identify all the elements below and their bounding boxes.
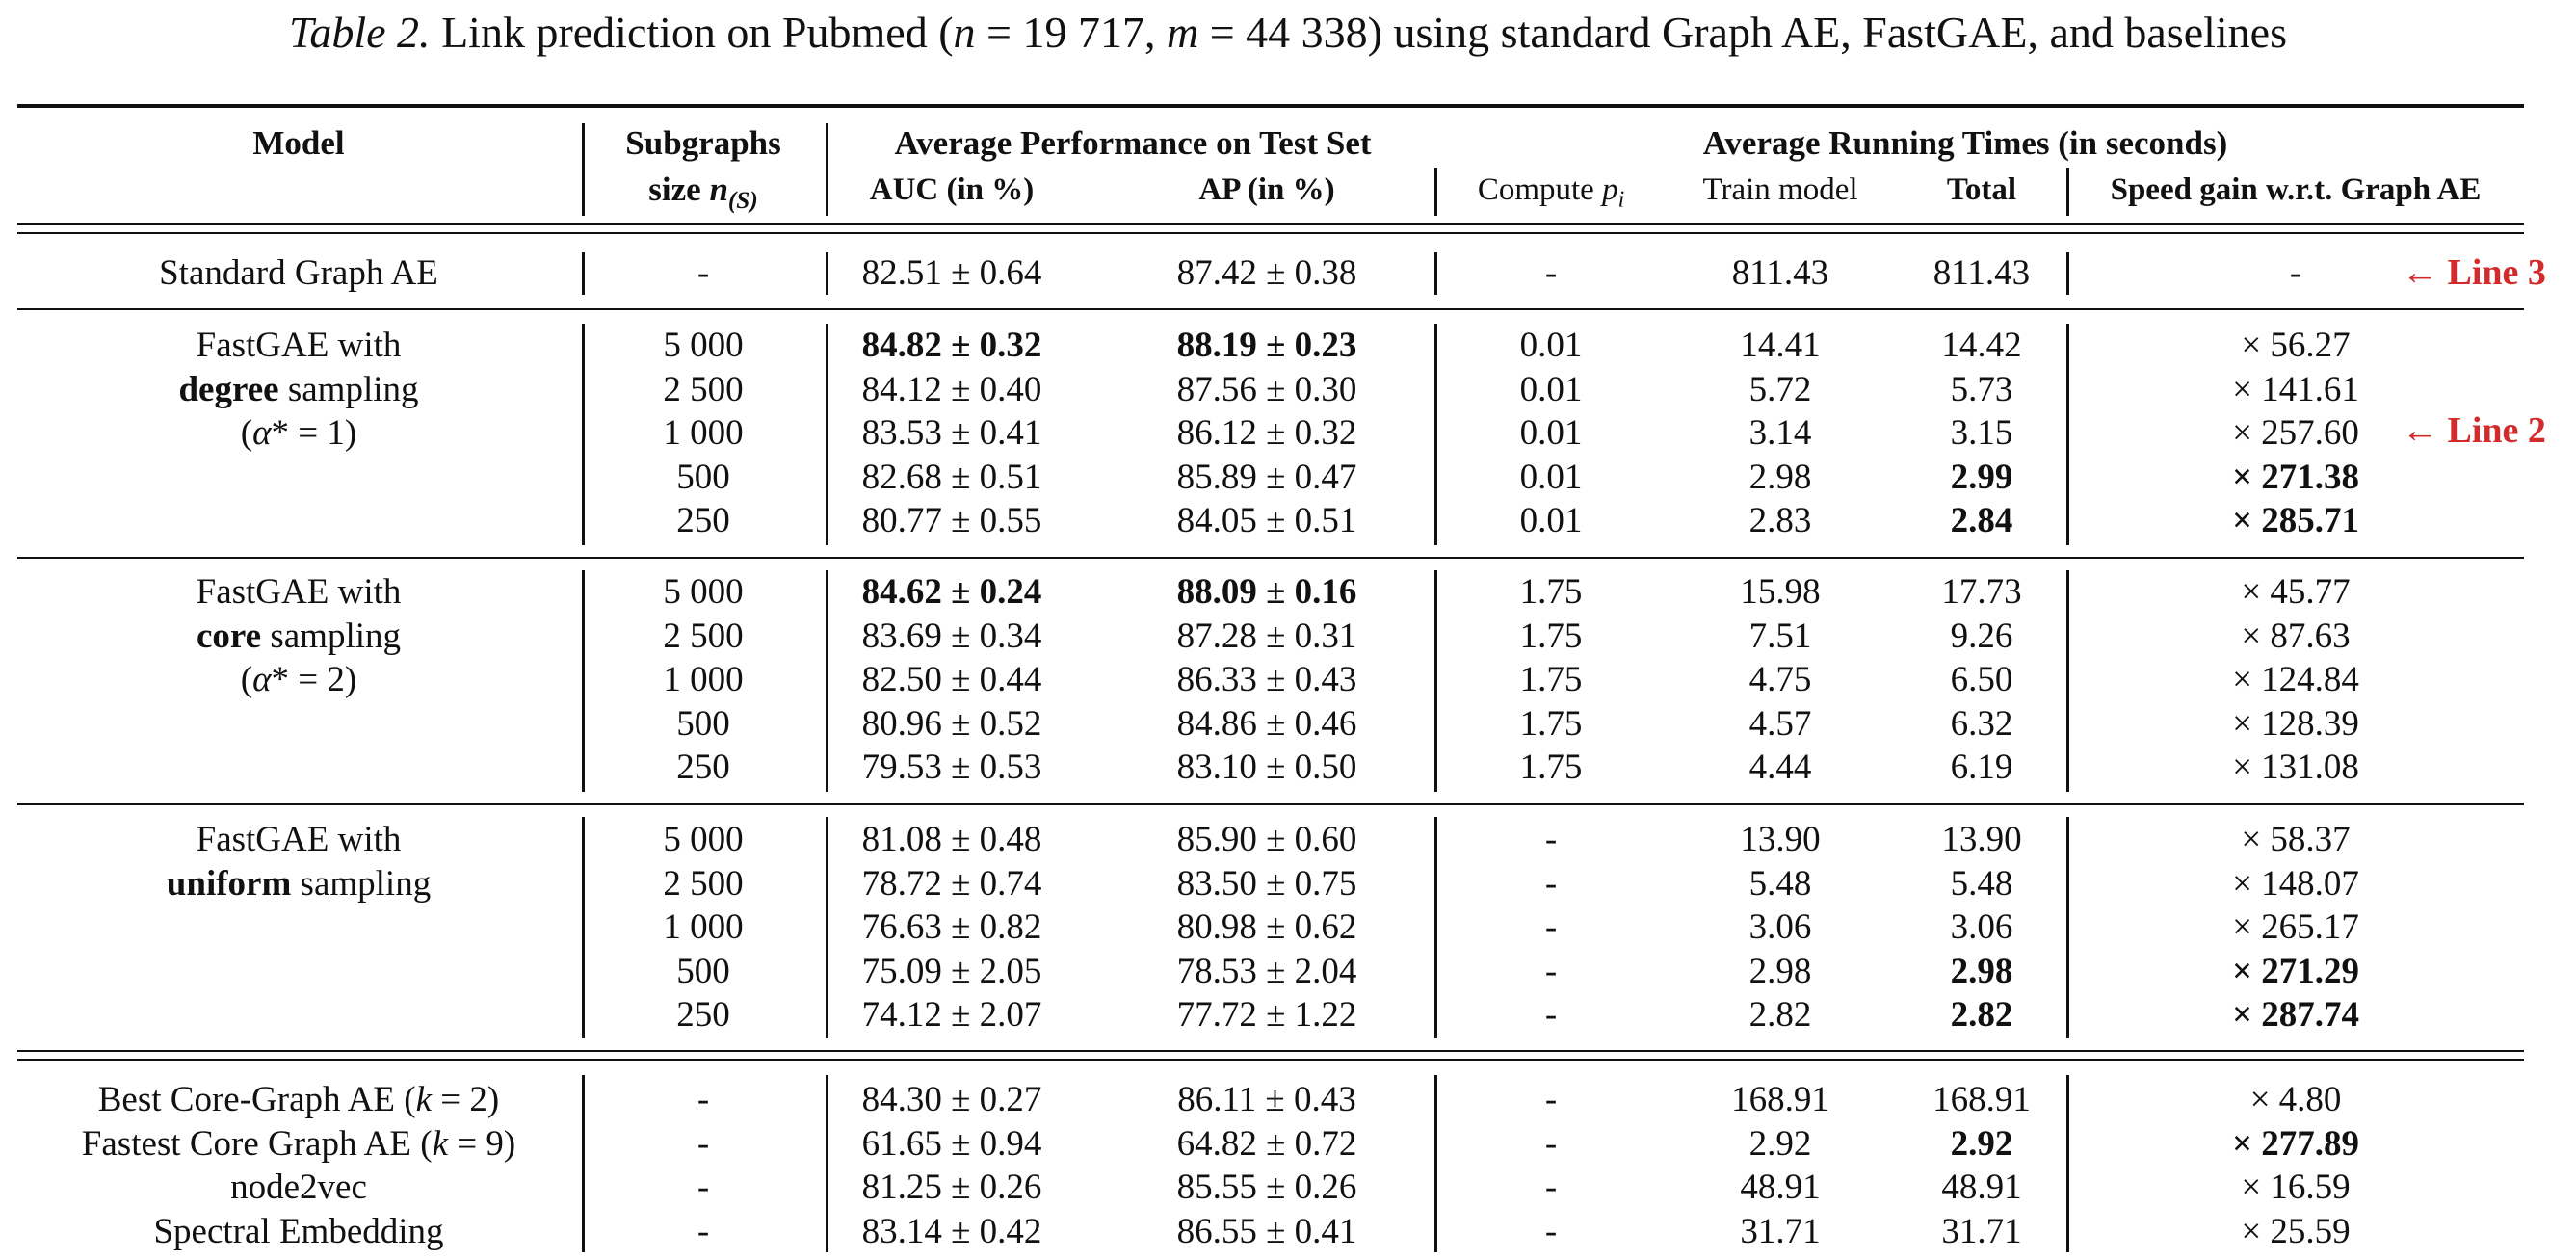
cell-ap: 85.90 ± 0.60 [1176, 820, 1357, 859]
cell-speed: × 131.08 [2232, 748, 2359, 787]
model-name-line: Standard Graph AE [159, 253, 438, 293]
vrule-group-2-3 [2066, 570, 2069, 792]
vrule-group-1-2 [1434, 324, 1437, 545]
cell-ap: 85.55 ± 0.26 [1176, 1168, 1357, 1207]
rule-group-1 [17, 308, 2524, 310]
model-name-line: FastGAE with [196, 820, 402, 859]
cell-train: 2.92 [1748, 1123, 1812, 1164]
vrule-group-0-3 [2066, 252, 2069, 295]
cell-auc: 76.63 ± 0.82 [861, 907, 1042, 947]
cell-total: 2.84 [1950, 501, 2013, 540]
cell-speed: × 257.60 [2232, 413, 2359, 453]
cell-ap: 78.53 ± 2.04 [1176, 951, 1357, 991]
vrule-group-4-2 [1434, 1075, 1437, 1252]
cell-ap: 86.11 ± 0.43 [1177, 1080, 1356, 1119]
cell-compute: - [1544, 995, 1558, 1035]
cell-speed: × 287.74 [2231, 995, 2360, 1035]
cell-ap: 84.86 ± 0.46 [1176, 703, 1357, 744]
cell-train: 31.71 [1740, 1211, 1821, 1251]
cell-compute: 0.01 [1519, 369, 1583, 409]
vrule-group-4-0 [582, 1075, 585, 1252]
cell-compute: - [1544, 951, 1558, 991]
model-name-line: FastGAE with [196, 572, 402, 612]
cell-auc: 81.25 ± 0.26 [861, 1168, 1042, 1207]
cell-auc: 78.72 ± 0.74 [861, 863, 1042, 904]
cell-auc: 83.14 ± 0.42 [861, 1211, 1042, 1251]
cell-compute: 0.01 [1519, 501, 1583, 540]
rule-baselines-b [17, 1059, 2524, 1061]
cell-size: 1 000 [663, 907, 744, 947]
vrule-header-1 [582, 123, 585, 216]
cell-train: 2.83 [1748, 501, 1812, 540]
rule-header-b [17, 232, 2524, 234]
cell-speed: × 141.61 [2232, 369, 2359, 409]
cell-total: 6.19 [1950, 748, 2013, 787]
cell-speed: × 87.63 [2241, 616, 2351, 656]
header-times-group: Average Running Times (in seconds) [1702, 124, 2228, 162]
caption-text: Link prediction on Pubmed (n = 19 717, m = 44 338) using standard Graph AE, FastGAE, and baselines [441, 8, 2287, 57]
cell-train: 811.43 [1731, 253, 1829, 293]
vrule-group-0-1 [826, 252, 828, 295]
model-name-line: (α* = 1) [240, 413, 357, 453]
vrule-group-4-3 [2066, 1075, 2069, 1252]
cell-size: 250 [676, 748, 730, 787]
cell-size: 500 [676, 703, 730, 744]
cell-auc: 83.69 ± 0.34 [861, 616, 1042, 656]
cell-train: 5.72 [1748, 369, 1812, 409]
caption-label: Table 2. [289, 8, 431, 57]
cell-compute: 1.75 [1519, 616, 1583, 656]
header-model: Model [252, 124, 345, 162]
cell-total: 14.42 [1941, 326, 2022, 365]
rule-top [17, 104, 2524, 108]
cell-size: - [697, 253, 710, 293]
cell-speed: × 271.29 [2231, 951, 2360, 991]
header-subgraphs-line2: size $n_{(S)}$ [648, 171, 758, 214]
model-name: node2vec [230, 1168, 367, 1207]
cell-total: 2.82 [1950, 995, 2013, 1035]
cell-ap: 87.28 ± 0.31 [1176, 616, 1357, 656]
vrule-group-4-1 [826, 1075, 828, 1252]
cell-auc: 61.65 ± 0.94 [861, 1123, 1042, 1164]
cell-total: 811.43 [1932, 253, 2031, 293]
model-name: Spectral Embedding [153, 1211, 444, 1251]
cell-size: 2 500 [663, 369, 744, 409]
cell-ap: 86.55 ± 0.41 [1176, 1211, 1357, 1251]
cell-speed: × 25.59 [2241, 1211, 2351, 1251]
cell-size: - [697, 1168, 710, 1207]
cell-size: 250 [676, 501, 730, 540]
model-name-line: FastGAE with [196, 326, 402, 365]
cell-compute: - [1544, 1211, 1558, 1251]
cell-ap: 88.19 ± 0.23 [1176, 326, 1357, 365]
cell-compute: 1.75 [1519, 703, 1583, 744]
cell-total: 3.15 [1950, 413, 2013, 453]
vrule-group-3-3 [2066, 817, 2069, 1038]
vrule-group-0-0 [582, 252, 585, 295]
cell-total: 6.32 [1950, 703, 2013, 744]
cell-size: 5 000 [663, 326, 744, 365]
annotation-line3: ← Line 3 [2402, 252, 2546, 293]
cell-total: 3.06 [1950, 907, 2013, 947]
model-name-line: degree sampling [178, 369, 419, 409]
cell-train: 14.41 [1740, 326, 1821, 365]
cell-size: 2 500 [663, 863, 744, 904]
header-auc: AUC (in %) [869, 172, 1035, 207]
cell-speed: × 16.59 [2241, 1168, 2351, 1207]
cell-train: 2.82 [1748, 995, 1812, 1035]
vrule-group-2-2 [1434, 570, 1437, 792]
cell-speed: × 148.07 [2232, 863, 2359, 904]
vrule-group-1-3 [2066, 324, 2069, 545]
cell-train: 4.57 [1748, 703, 1812, 744]
cell-total: 6.50 [1950, 660, 2013, 699]
cell-auc: 84.12 ± 0.40 [861, 369, 1042, 409]
cell-ap: 80.98 ± 0.62 [1176, 907, 1357, 947]
cell-auc: 80.96 ± 0.52 [861, 703, 1042, 744]
cell-train: 168.91 [1731, 1080, 1829, 1119]
cell-total: 17.73 [1941, 572, 2022, 612]
cell-auc: 74.12 ± 2.07 [861, 995, 1042, 1035]
rule-baselines-a [17, 1050, 2524, 1052]
cell-train: 2.98 [1748, 457, 1812, 497]
cell-total: 48.91 [1941, 1168, 2022, 1207]
rule-group-3 [17, 803, 2524, 805]
cell-size: - [697, 1123, 710, 1164]
cell-total: 5.48 [1950, 863, 2013, 904]
cell-train: 4.75 [1748, 660, 1812, 699]
cell-compute: - [1544, 1168, 1558, 1207]
header-performance-group: Average Performance on Test Set [894, 124, 1372, 162]
cell-compute: - [1544, 907, 1558, 947]
cell-train: 15.98 [1740, 572, 1821, 612]
cell-size: 5 000 [663, 572, 744, 612]
cell-compute: 1.75 [1519, 660, 1583, 699]
table-caption [0, 4, 2576, 62]
cell-auc: 83.53 ± 0.41 [861, 413, 1042, 453]
cell-size: - [697, 1080, 710, 1119]
header-ap: AP (in %) [1198, 172, 1335, 207]
cell-compute: - [1544, 1080, 1558, 1119]
header-train: Train model [1702, 172, 1858, 207]
cell-ap: 83.50 ± 0.75 [1176, 863, 1357, 904]
cell-auc: 84.62 ± 0.24 [861, 572, 1042, 612]
cell-size: 2 500 [663, 616, 744, 656]
vrule-group-2-1 [826, 570, 828, 792]
vrule-group-3-1 [826, 817, 828, 1038]
cell-auc: 75.09 ± 2.05 [861, 951, 1042, 991]
cell-auc: 84.30 ± 0.27 [861, 1080, 1042, 1119]
cell-total: 2.92 [1950, 1123, 2013, 1164]
cell-ap: 87.42 ± 0.38 [1176, 253, 1357, 293]
model-name-line: (α* = 2) [240, 660, 357, 699]
cell-size: 1 000 [663, 660, 744, 699]
annotation-line2: ← Line 2 [2402, 410, 2546, 451]
cell-auc: 80.77 ± 0.55 [861, 501, 1042, 540]
cell-ap: 86.33 ± 0.43 [1176, 660, 1357, 699]
cell-size: 1 000 [663, 413, 744, 453]
rule-header-a [17, 223, 2524, 225]
cell-speed: × 45.77 [2241, 572, 2351, 612]
cell-total: 9.26 [1950, 616, 2013, 656]
cell-train: 3.06 [1748, 907, 1812, 947]
cell-speed: × 4.80 [2249, 1080, 2342, 1119]
cell-auc: 81.08 ± 0.48 [861, 820, 1042, 859]
cell-total: 31.71 [1941, 1211, 2022, 1251]
cell-speed: × 271.38 [2231, 457, 2360, 497]
cell-size: 500 [676, 951, 730, 991]
cell-size: 5 000 [663, 820, 744, 859]
cell-compute: 0.01 [1519, 326, 1583, 365]
cell-compute: - [1544, 1123, 1558, 1164]
cell-ap: 86.12 ± 0.32 [1176, 413, 1357, 453]
cell-size: 250 [676, 995, 730, 1035]
cell-speed: × 58.37 [2241, 820, 2351, 859]
cell-total: 168.91 [1932, 1080, 2031, 1119]
cell-ap: 85.89 ± 0.47 [1176, 457, 1357, 497]
cell-auc: 82.51 ± 0.64 [861, 253, 1042, 293]
cell-compute: - [1544, 863, 1558, 904]
cell-ap: 87.56 ± 0.30 [1176, 369, 1357, 409]
cell-total: 13.90 [1941, 820, 2022, 859]
cell-train: 7.51 [1748, 616, 1812, 656]
cell-auc: 82.50 ± 0.44 [861, 660, 1042, 699]
cell-auc: 82.68 ± 0.51 [861, 457, 1042, 497]
model-name-line: core sampling [196, 616, 402, 656]
cell-speed: × 56.27 [2241, 326, 2351, 365]
vrule-group-0-2 [1434, 252, 1437, 295]
cell-compute: - [1544, 253, 1558, 293]
cell-auc: 84.82 ± 0.32 [861, 326, 1042, 365]
vrule-group-3-2 [1434, 817, 1437, 1038]
cell-ap: 64.82 ± 0.72 [1176, 1123, 1357, 1164]
cell-ap: 84.05 ± 0.51 [1176, 501, 1357, 540]
cell-ap: 88.09 ± 0.16 [1176, 572, 1357, 612]
vrule-header-4 [2066, 168, 2069, 216]
cell-train: 48.91 [1740, 1168, 1821, 1207]
cell-auc: 79.53 ± 0.53 [861, 748, 1042, 787]
vrule-group-1-0 [582, 324, 585, 545]
cell-compute: - [1544, 820, 1558, 859]
cell-train: 5.48 [1748, 863, 1812, 904]
model-name: Best Core-Graph AE (k = 2) [97, 1080, 500, 1119]
cell-train: 13.90 [1740, 820, 1821, 859]
cell-ap: 83.10 ± 0.50 [1176, 748, 1357, 787]
cell-ap: 77.72 ± 1.22 [1176, 995, 1357, 1035]
cell-speed: - [2289, 253, 2302, 293]
cell-speed: × 124.84 [2232, 660, 2359, 699]
vrule-group-1-1 [826, 324, 828, 545]
cell-total: 5.73 [1950, 369, 2013, 409]
model-name: Fastest Core Graph AE (k = 9) [81, 1123, 516, 1164]
cell-compute: 1.75 [1519, 572, 1583, 612]
cell-train: 4.44 [1748, 748, 1812, 787]
cell-train: 2.98 [1748, 951, 1812, 991]
vrule-group-2-0 [582, 570, 585, 792]
cell-speed: × 285.71 [2231, 501, 2360, 540]
cell-train: 3.14 [1748, 413, 1812, 453]
header-total: Total [1946, 172, 2017, 207]
header-subgraphs-line1: Subgraphs [625, 124, 781, 162]
cell-size: 500 [676, 457, 730, 497]
cell-compute: 0.01 [1519, 413, 1583, 453]
header-compute: Compute $p_i$ [1477, 172, 1625, 213]
cell-speed: × 128.39 [2232, 703, 2359, 744]
cell-compute: 1.75 [1519, 748, 1583, 787]
cell-total: 2.99 [1950, 457, 2013, 497]
cell-compute: 0.01 [1519, 457, 1583, 497]
vrule-header-3 [1434, 168, 1437, 216]
cell-size: - [697, 1211, 710, 1251]
header-speed: Speed gain w.r.t. Graph AE [2110, 172, 2482, 207]
cell-speed: × 277.89 [2231, 1123, 2360, 1164]
vrule-header-2 [826, 123, 828, 216]
model-name-line: uniform sampling [166, 863, 432, 904]
cell-speed: × 265.17 [2232, 907, 2359, 947]
rule-group-2 [17, 557, 2524, 559]
vrule-group-3-0 [582, 817, 585, 1038]
cell-total: 2.98 [1950, 951, 2013, 991]
